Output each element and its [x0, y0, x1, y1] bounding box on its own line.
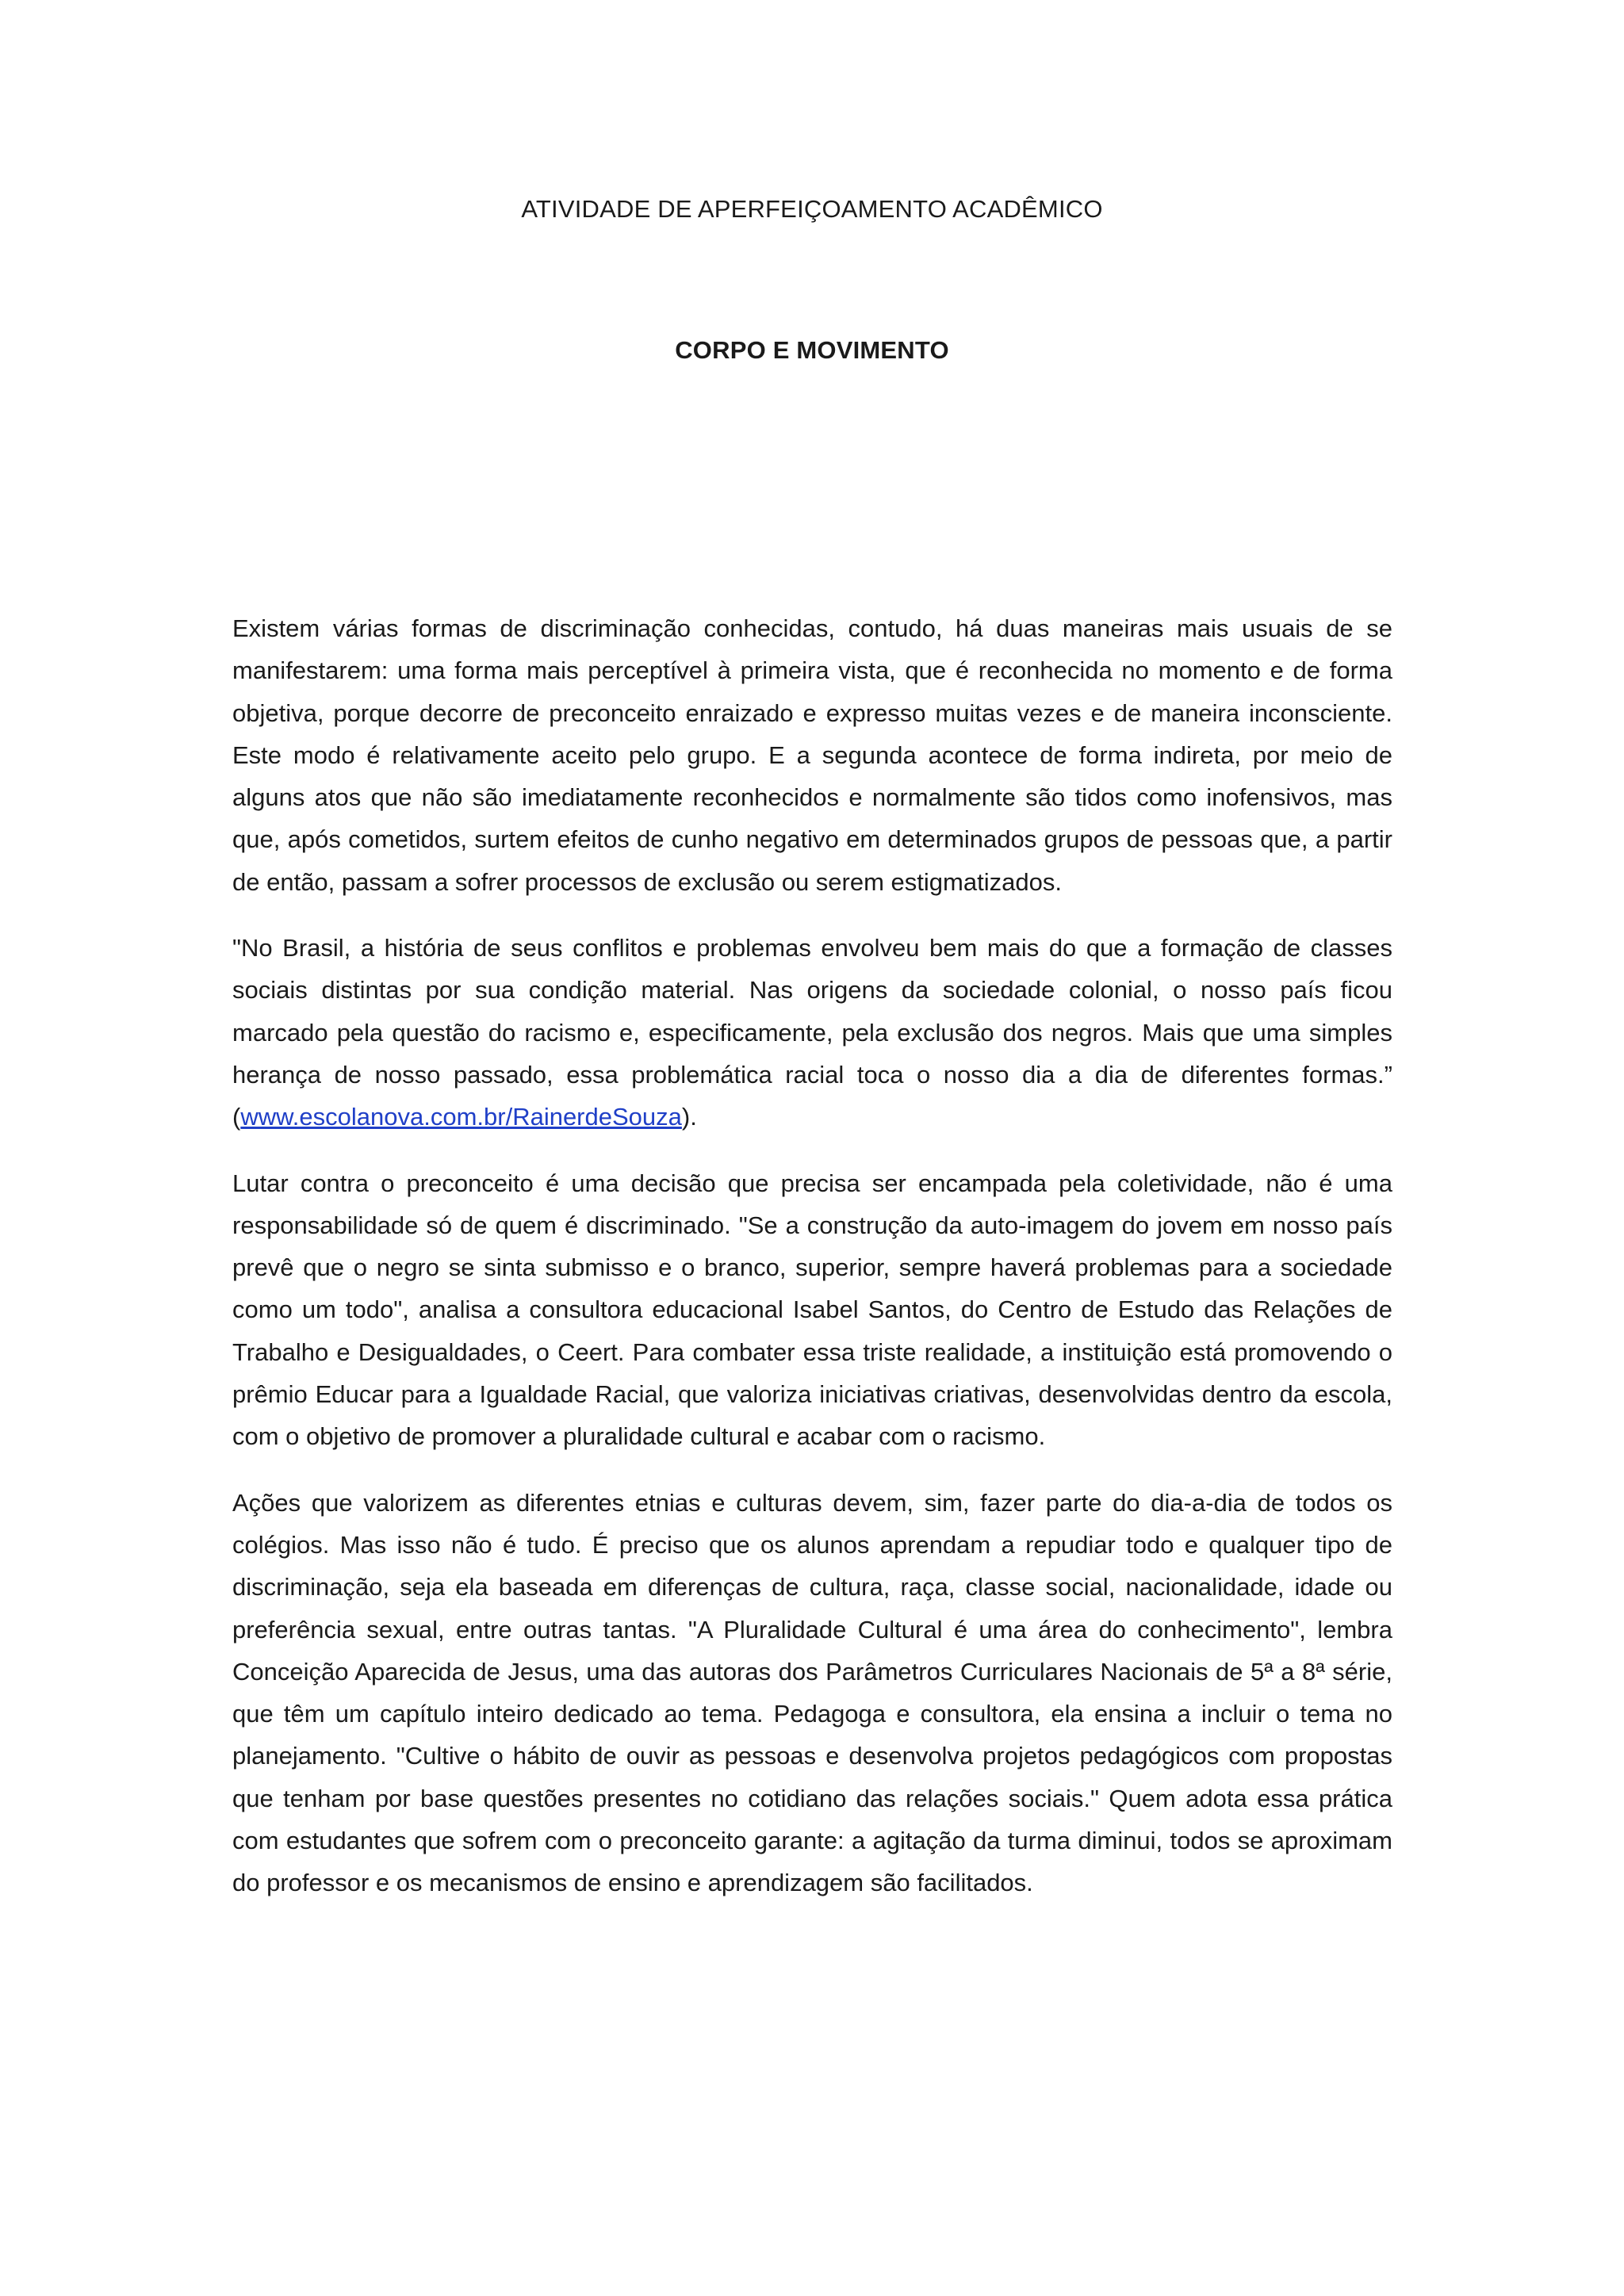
institution-heading: ATIVIDADE DE APERFEIÇOAMENTO ACADÊMICO	[521, 195, 1103, 223]
source-link[interactable]: www.escolanova.com.br/RainerdeSouza	[240, 1103, 682, 1131]
quote-text: "No Brasil, a história de seus conflitos e problemas envolveu bem mais do que a formação de classes sociais distintas por sua condição material. Nas origens da sociedade colonial, o nosso país ficou marcado pela questão do racismo e, especificamente, pela exclusão dos negros. Mais que uma simples herança de nosso passado, essa problemática racial toca o nosso dia a dia de diferentes formas.”	[232, 934, 1392, 1089]
paragraph-discrimination-forms: Existem várias formas de discriminação conhecidas, contudo, há duas maneiras mais usuais de se manifestarem: uma forma mais perceptível à primeira vista, que é reconhecida no momento e de forma objetiva, porque decorre de preconceito enraizado e expresso muitas vezes e de maneira inconsciente. Este modo é relativamente aceito pelo grupo. E a segunda acontece de forma indireta, por meio de alguns atos que não são imediatamente reconhecidos e normalmente são tidos como inofensivos, mas que, após cometidos, surtem efeitos de cunho negativo em determinados grupos de pessoas que, a partir de então, passam a sofrer processos de exclusão ou serem estigmatizados.	[232, 614, 1392, 896]
paragraph-fight-prejudice: Lutar contra o preconceito é uma decisão que precisa ser encampada pela coletividade, não é uma responsabilidade só de quem é discriminado. "Se a construção da auto-imagem do jovem em nosso país prevê que o negro se sinta submisso e o branco, superior, sempre haverá problemas para a sociedade como um todo", analisa a consultora educacional Isabel Santos, do Centro de Estudo das Relações de Trabalho e Desigualdades, o Ceert. Para combater essa triste realidade, a instituição está promovendo o prêmio Educar para a Igualdade Racial, que valoriza iniciativas criativas, desenvolvidas dentro da escola, com o objetivo de promover a pluralidade cultural e acabar com o racismo.	[232, 1169, 1392, 1451]
ref-open: (	[232, 1103, 241, 1131]
paragraph-brazil-quote	[232, 927, 1392, 1138]
paragraph-cultural-plurality: Ações que valorizem as diferentes etnias e culturas devem, sim, fazer parte do dia-a-dia de todos os colégios. Mas isso não é tudo. É preciso que os alunos aprendam a repudiar todo e qualquer tipo de discriminação, seja ela baseada em diferenças de cultura, raça, classe social, nacionalidade, idade ou preferência sexual, entre outras tantas. "A Pluralidade Cultural é uma área do conhecimento", lembra Conceição Aparecida de Jesus, uma das autoras dos Parâmetros Curriculares Nacionais de 5ª a 8ª série, que têm um capítulo inteiro dedicado ao tema. Pedagoga e consultora, ela ensina a incluir o tema no planejamento. "Cultive o hábito de ouvir as pessoas e desenvolva projetos pedagógicos com propostas que tenham por base questões presentes no cotidiano das relações sociais." Quem adota essa prática com estudantes que sofrem com o preconceito garante: a agitação da turma diminui, todos se aproximam do professor e os mecanismos de ensino e aprendizagem são facilitados.	[232, 1488, 1392, 1897]
page-title: CORPO E MOVIMENTO	[675, 336, 949, 364]
ref-close: ).	[681, 1103, 697, 1131]
document-body	[232, 607, 1392, 1928]
